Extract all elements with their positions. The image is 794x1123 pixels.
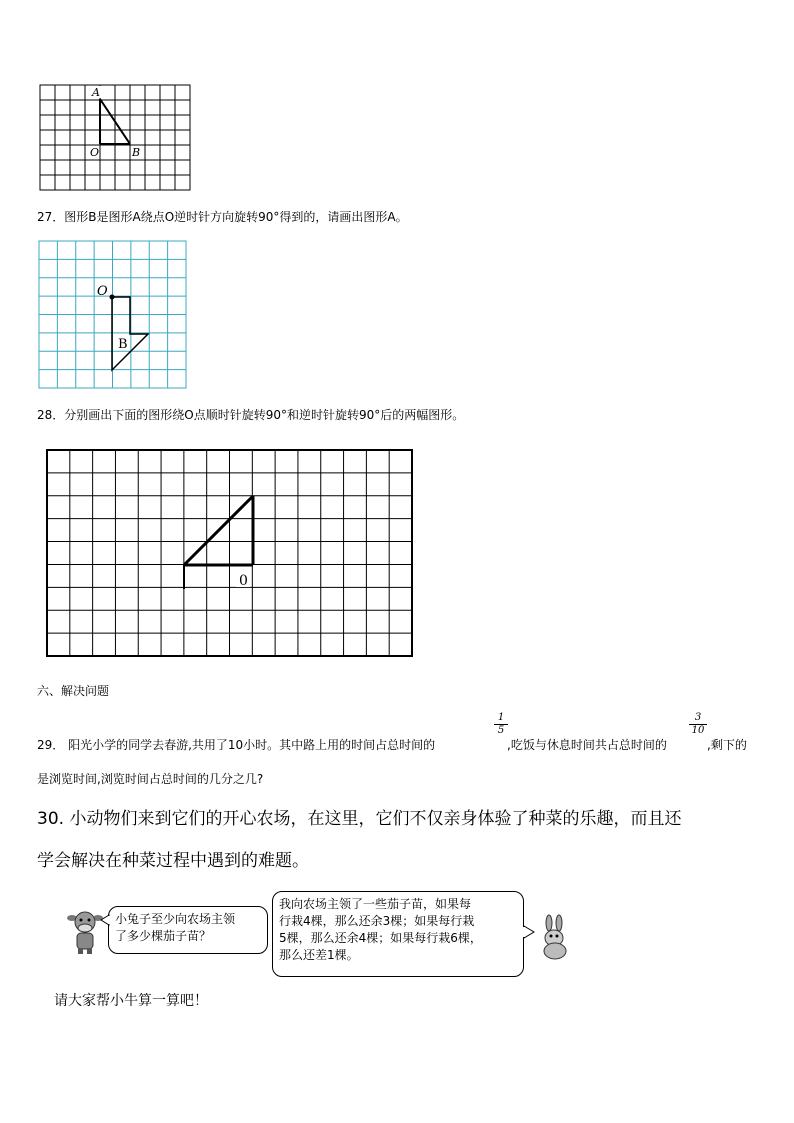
bubble-tail-left — [100, 914, 110, 926]
fraction-3-10: $\frac{3}{10}$ — [689, 712, 707, 737]
bubble-tail-right — [523, 925, 535, 939]
q27-grid-figure — [38, 240, 188, 390]
section-title: 六、解决问题 — [37, 684, 110, 698]
q28-grid-figure — [46, 449, 414, 658]
point-o — [110, 295, 115, 300]
bubble-line: 了多少棵茄子苗？ — [115, 929, 212, 943]
question-29-line2: 是浏览时间,浏览时间占总时间的几分之几? — [37, 772, 264, 786]
bubble-line: 小兔子至少向农场主领 — [115, 912, 236, 926]
label-b: B — [118, 337, 128, 352]
question-30-prompt: 请大家帮小牛算一算吧！ — [54, 993, 208, 1009]
bubble-line: 那么还差1棵。 — [279, 948, 359, 962]
label-b: B — [132, 146, 141, 159]
bubble-line: 行栽4棵，那么还余3棵；如果每行栽 — [279, 914, 475, 928]
shape-b — [112, 297, 148, 370]
label-o: 0 — [239, 573, 248, 589]
top-grid-figure — [39, 84, 193, 192]
triangle-hypotenuse — [184, 496, 253, 565]
question-30-line1: 30. 小动物们来到它们的开心农场，在这里，它们不仅亲身体验了种菜的乐趣，而且还 — [37, 809, 682, 829]
label-o: O — [97, 284, 108, 299]
cow-icon — [66, 906, 104, 956]
question-29-part1: 29． 阳光小学的同学去春游,共用了10小时。其中路上用的时间占总时间的 — [37, 738, 436, 752]
question-29-part3: ,剩下的 — [707, 738, 747, 752]
bubble-line: 我向农场主领了一些茄子苗，如果每 — [279, 897, 472, 911]
cow-speech-bubble — [108, 906, 268, 954]
question-27: 27．图形B是图形A绕点O逆时针方向旋转90°得到的，请画出图形A。 — [37, 210, 408, 224]
question-29-part2: ,吃饭与休息时间共占总时间的 — [507, 738, 667, 752]
fraction-1-5: $\frac{1}{5}$ — [494, 712, 508, 737]
label-o: O — [90, 146, 100, 159]
question-28: 28．分别画出下面的图形绕O点顺时针旋转90°和逆时针旋转90°后的两幅图形。 — [37, 408, 465, 422]
rabbit-speech-bubble — [272, 891, 524, 977]
bubble-line: 5棵，那么还余4棵；如果每行栽6棵， — [279, 931, 482, 945]
question-30-line2: 学会解决在种菜过程中遇到的难题。 — [37, 851, 309, 871]
label-a: A — [92, 86, 100, 99]
rabbit-icon — [537, 914, 573, 960]
